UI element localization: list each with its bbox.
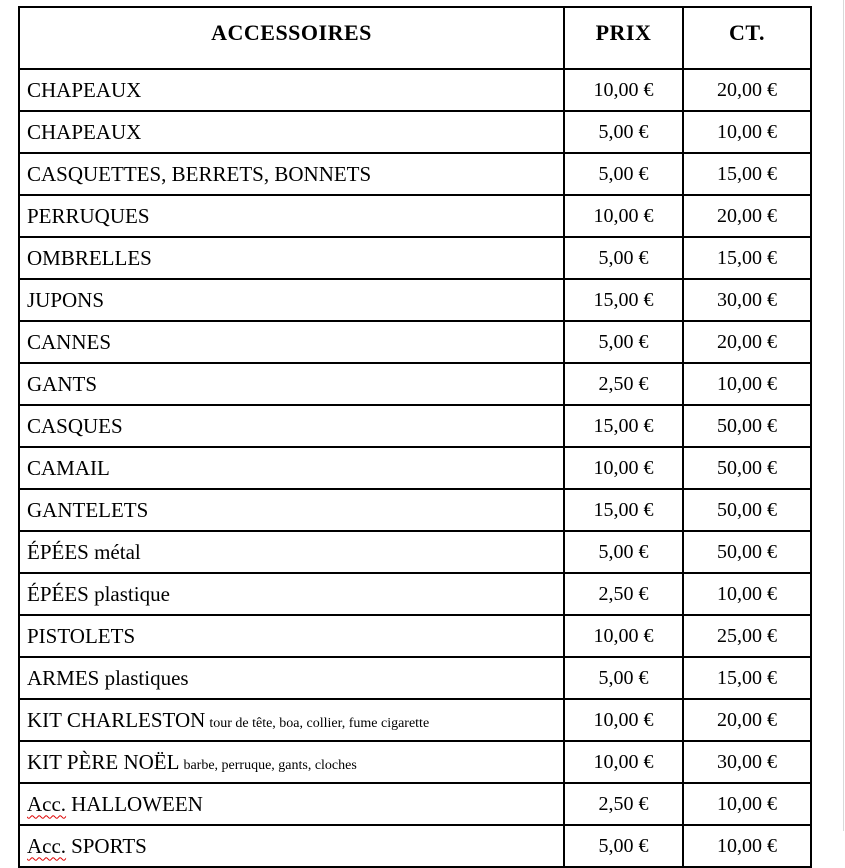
table-row (19, 405, 811, 447)
ct-cell: 15,00 € (683, 153, 811, 195)
prix-cell: 15,00 € (564, 489, 683, 531)
item-name-cell (19, 363, 564, 405)
prix-cell: 10,00 € (564, 195, 683, 237)
header-accessoires: ACCESSOIRES (19, 7, 564, 69)
header-prix: PRIX (564, 7, 683, 69)
item-name-cell (19, 573, 564, 615)
item-name-cell (19, 489, 564, 531)
table-row (19, 531, 811, 573)
item-label: ÉPÉES plastique (27, 581, 170, 606)
item-name-cell (19, 657, 564, 699)
item-name-cell (19, 825, 564, 867)
price-table-header (19, 7, 811, 69)
ct-cell: 50,00 € (683, 531, 811, 573)
prix-cell: 10,00 € (564, 741, 683, 783)
table-row (19, 615, 811, 657)
item-name-cell (19, 237, 564, 279)
header-ct: CT. (683, 7, 811, 69)
item-name-cell (19, 699, 564, 741)
table-row (19, 825, 811, 867)
ct-cell: 20,00 € (683, 699, 811, 741)
item-name-cell (19, 615, 564, 657)
item-label: HALLOWEEN (71, 791, 203, 816)
item-label: SPORTS (71, 833, 147, 858)
item-label: CHAPEAUX (27, 77, 142, 102)
item-label: CHAPEAUX (27, 119, 142, 144)
ct-cell: 15,00 € (683, 237, 811, 279)
ct-cell: 10,00 € (683, 825, 811, 867)
prix-cell: 5,00 € (564, 153, 683, 195)
prix-cell: 10,00 € (564, 699, 683, 741)
ct-cell: 30,00 € (683, 279, 811, 321)
screenshot-right-edge (843, 0, 844, 831)
item-label: PERRUQUES (27, 203, 150, 228)
item-name-cell (19, 741, 564, 783)
ct-cell: 50,00 € (683, 447, 811, 489)
item-label: ÉPÉES métal (27, 539, 141, 564)
item-name-cell (19, 405, 564, 447)
prix-cell: 5,00 € (564, 237, 683, 279)
ct-cell: 50,00 € (683, 405, 811, 447)
item-label: GANTELETS (27, 497, 149, 522)
ct-cell: 10,00 € (683, 111, 811, 153)
table-row (19, 195, 811, 237)
item-name-cell (19, 111, 564, 153)
item-label: OMBRELLES (27, 245, 152, 270)
item-label: PISTOLETS (27, 623, 136, 648)
table-row (19, 153, 811, 195)
ct-cell: 15,00 € (683, 657, 811, 699)
prix-cell: 15,00 € (564, 405, 683, 447)
table-row (19, 657, 811, 699)
table-row (19, 69, 811, 111)
prix-cell: 5,00 € (564, 657, 683, 699)
prix-cell: 5,00 € (564, 531, 683, 573)
item-label: CASQUETTES, BERRETS, BONNETS (27, 161, 372, 186)
item-name-cell (19, 69, 564, 111)
item-name-cell (19, 531, 564, 573)
misspelled-word: Acc. (27, 833, 67, 858)
ct-cell: 20,00 € (683, 195, 811, 237)
table-row (19, 321, 811, 363)
item-label: JUPONS (27, 287, 105, 312)
table-row (19, 699, 811, 741)
ct-cell: 30,00 € (683, 741, 811, 783)
table-row (19, 111, 811, 153)
ct-cell: 20,00 € (683, 69, 811, 111)
header-row (19, 7, 811, 69)
item-name-cell (19, 783, 564, 825)
item-name-cell (19, 321, 564, 363)
prix-cell: 10,00 € (564, 447, 683, 489)
ct-cell: 10,00 € (683, 573, 811, 615)
misspelled-word: Acc. (27, 791, 67, 816)
table-row (19, 279, 811, 321)
prix-cell: 2,50 € (564, 573, 683, 615)
item-note: tour de tête, boa, collier, fume cigarette (209, 715, 430, 731)
table-row (19, 489, 811, 531)
item-name-cell (19, 279, 564, 321)
table-row (19, 363, 811, 405)
prix-cell: 2,50 € (564, 363, 683, 405)
item-name-cell (19, 195, 564, 237)
prix-cell: 10,00 € (564, 615, 683, 657)
prix-cell: 2,50 € (564, 783, 683, 825)
item-name-cell (19, 153, 564, 195)
item-name-cell (19, 447, 564, 489)
prix-cell: 5,00 € (564, 321, 683, 363)
prix-cell: 5,00 € (564, 825, 683, 867)
item-label: KIT CHARLESTON (27, 707, 206, 732)
prix-cell: 10,00 € (564, 69, 683, 111)
item-label: CASQUES (27, 413, 123, 438)
ct-cell: 10,00 € (683, 783, 811, 825)
item-label: CANNES (27, 329, 112, 354)
item-label: GANTS (27, 371, 98, 396)
table-row (19, 237, 811, 279)
table-row (19, 573, 811, 615)
prix-cell: 5,00 € (564, 111, 683, 153)
ct-cell: 20,00 € (683, 321, 811, 363)
ct-cell: 25,00 € (683, 615, 811, 657)
table-row (19, 741, 811, 783)
price-table (18, 6, 812, 868)
ct-cell: 10,00 € (683, 363, 811, 405)
item-label: CAMAIL (27, 455, 110, 480)
price-table-body (19, 69, 811, 867)
table-row (19, 783, 811, 825)
table-row (19, 447, 811, 489)
item-label: ARMES plastiques (27, 665, 189, 690)
item-note: barbe, perruque, gants, cloches (183, 757, 357, 773)
item-label: KIT PÈRE NOËL (27, 749, 180, 774)
prix-cell: 15,00 € (564, 279, 683, 321)
ct-cell: 50,00 € (683, 489, 811, 531)
